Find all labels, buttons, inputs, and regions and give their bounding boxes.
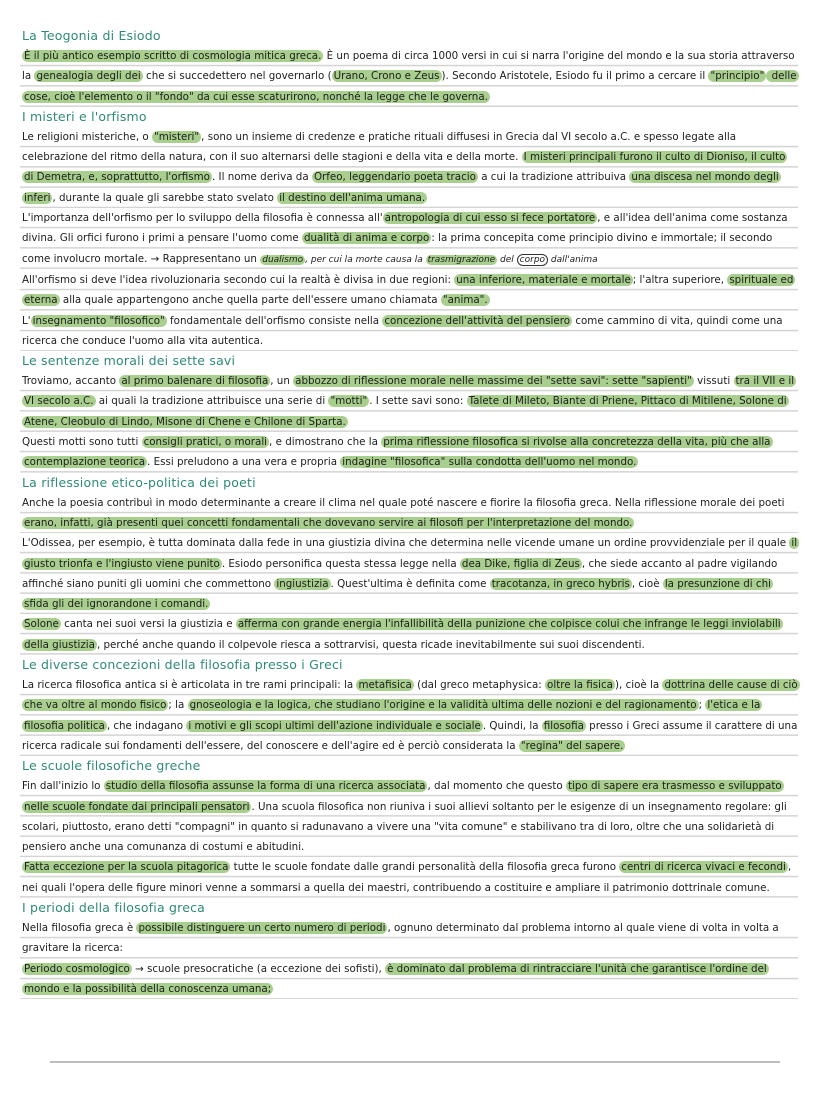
text-run: ). Secondo Aristotele, Esiodo fu il primo a cercare il	[441, 70, 709, 83]
highlighted-text: centri di ricerca vivaci e fecondi	[621, 861, 786, 874]
text-run: , ognuno determinato dal problema intorno al quale viene di volta in volta a gravitare la ricerca:	[22, 921, 779, 955]
text-run: , e all'idea dell'anima come sostanza divina. Gli orfici furono i primi a pensare l'uomo come	[22, 212, 788, 245]
highlighted-text: Periodo cosmologico	[24, 962, 130, 975]
section-heading: I misteri e l'orfismo	[22, 108, 147, 124]
highlighted-text: delle cose, cioè l'elemento o il "fondo" da cui esse scaturirono, nonché la legge che le governa.	[24, 70, 797, 103]
text-run: La ricerca filosofica antica si è articolata in tre rami principali: la	[22, 679, 357, 692]
highlighted-text: dualità di anima e corpo	[304, 232, 430, 245]
highlighted-text: l'etica e la filosofia politica	[24, 699, 761, 732]
paragraph	[20, 614, 798, 655]
highlighted-text: il giusto trionfa e l'ingiusto viene punito	[24, 537, 798, 570]
highlighted-text: al primo balenare di filosofia	[121, 375, 269, 388]
text-run: canta nei suoi versi la giustizia e	[60, 618, 236, 631]
highlighted-text: indagine "filosofica" sulla condotta dell'uomo nel mondo.	[342, 456, 637, 469]
text-run: , e dimostrano che la	[269, 436, 382, 449]
highlighted-text: prima riflessione filosofica si rivolse alla concretezza della vita, più che alla contemplazione teorica	[24, 436, 771, 469]
text-run: come cammino di vita, quindi come una ricerca che conduce l'uomo alla vita autentica.	[22, 314, 783, 347]
text-run: a cui la tradizione attribuiva	[477, 171, 630, 184]
highlighted-text: i motivi e gli scopi ultimi dell'azione individuale e sociale	[188, 719, 481, 732]
highlighted-text: dea Dike, figlia di Zeus	[461, 557, 580, 570]
paragraph	[20, 959, 798, 1000]
text-run: che si succedettero nel governarlo (	[142, 70, 332, 83]
highlighted-text: concezione dell'attività del pensiero	[384, 314, 571, 327]
footer-divider	[50, 1061, 780, 1063]
highlighted-text: dualismo	[262, 254, 304, 265]
highlighted-text: abbozzo di riflessione morale nelle massime dei "sette savi": sette "sapienti"	[295, 375, 692, 388]
paragraph	[20, 432, 798, 473]
highlighted-text: filosofia	[543, 719, 584, 732]
text-run: All'orfismo si deve l'idea rivoluzionaria secondo cui la realtà è divisa in due regioni:	[22, 273, 455, 286]
text-run: ; la	[168, 699, 188, 712]
text-run: L'	[22, 314, 31, 327]
highlighted-text: possibile distinguere un certo numero di periodi	[138, 921, 386, 934]
highlighted-text: una inferiore, materiale e mortale	[456, 273, 631, 286]
text-run: (dal greco metaphysica:	[413, 679, 546, 692]
highlighted-text: metafisica	[358, 679, 412, 692]
text-run: L'importanza dell'orfismo per lo sviluppo della filosofia è connessa all'	[22, 212, 383, 225]
paragraph	[20, 46, 798, 107]
text-run: → Rappresentano un	[150, 252, 261, 265]
highlighted-text: "misteri"	[153, 130, 200, 143]
text-run: Fin dall'inizio lo	[22, 780, 104, 793]
highlighted-text: ingiustizia	[276, 577, 329, 590]
text-run: , dal momento che questo	[427, 780, 567, 793]
text-run: . I sette savi sono:	[369, 395, 467, 408]
highlighted-text: "anima".	[442, 294, 488, 307]
text-run: . Quindi, la	[482, 719, 542, 732]
paragraph	[20, 127, 798, 208]
highlighted-text: I misteri principali furono il culto di Dioniso, il culto di Demetra, e, soprattutto, l'orfismo	[24, 151, 786, 184]
text-run: Le religioni misteriche, o	[22, 130, 152, 143]
text-run: Troviamo, accanto	[22, 375, 120, 388]
section-heading: Le scuole filosofiche greche	[22, 758, 201, 774]
highlighted-text: Urano, Crono e Zeus	[333, 70, 440, 83]
highlighted-text: antropologia di cui esso si fece portatore	[384, 212, 596, 225]
text-run: ai quali la tradizione attribuisce una serie di	[95, 395, 329, 408]
text-run: alla quale appartengono anche quella parte dell'essere umano chiamata	[59, 294, 441, 307]
highlighted-text: Solone	[24, 618, 59, 631]
text-run: corpo	[517, 254, 548, 266]
text-run: fondamentale dell'orfismo consiste nella	[166, 314, 383, 327]
paragraph	[20, 533, 798, 614]
highlighted-text: consigli pratici, o morali	[143, 436, 268, 449]
text-run: . Il nome deriva da	[211, 171, 312, 184]
text-run: Questi motti sono tutti	[22, 436, 142, 449]
text-run: del	[497, 254, 517, 265]
text-run: L'Odissea, per esempio, è tutta dominata dalla fede in una giustizia divina che determina nelle vicende umane un ordine provvidenziale per il quale	[22, 537, 790, 550]
paragraph	[20, 371, 798, 432]
paragraph	[20, 493, 798, 534]
paragraph	[20, 208, 798, 270]
paragraph	[20, 311, 798, 352]
highlighted-text: insegnamento "filosofico"	[32, 314, 165, 327]
highlighted-text: erano, infatti, già presenti quei concetti fondamentali che dovevano servire ai filosofi per l'interpretazione del mondo.	[24, 516, 633, 529]
text-run: ), cioè la	[615, 679, 663, 692]
text-run: , per cui la morte causa la	[305, 254, 426, 265]
text-run: → scuole presocratiche (a eccezione dei sofisti),	[131, 962, 386, 975]
highlighted-text: la presunzione di chi sfida gli dei ignorandone i comandi.	[24, 577, 771, 611]
section-heading: La riflessione etico-politica dei poeti	[22, 474, 256, 490]
highlighted-text: il destino dell'anima umana.	[279, 191, 426, 204]
text-run: ;	[698, 699, 706, 712]
text-run: dall'anima	[548, 254, 598, 265]
text-run: . Una scuola filosofica non riuniva i suoi allievi soltanto per le esigenze di un insegnamento regolare: gli scolari, piuttosto, erano detti "compagni" in quanto si radunavano a vivere una "vita comune" e stabilivano tra di loro, oltre che una solidarietà di pensiero anche una comunanza di costumi e abitudini.	[22, 800, 787, 854]
text-run: presso i Greci assume il carattere di una ricerca radicale sui fondamenti dell'essere, del conoscere e dell'agire ed è perciò considerata la	[22, 719, 798, 752]
highlighted-text: tracotanza, in greco hybris	[491, 577, 630, 590]
highlighted-text: è dominato dal problema di rintracciare l'unità che garantisce l'ordine del mondo e la possibilità della conoscenza umana;	[24, 962, 767, 995]
section-heading: Le sentenze morali dei sette savi	[22, 353, 236, 369]
text-run: ; l'altra superiore,	[632, 273, 728, 286]
text-run: Nella filosofia greca è	[22, 921, 137, 934]
section-heading: La Teogonia di Esiodo	[22, 28, 161, 43]
paragraph	[20, 857, 798, 898]
text-run: È un poema di circa 1000 versi in cui si narra l'origine del mondo e la sua storia attraverso la	[22, 50, 795, 83]
highlighted-text: genealogia degli dei	[36, 70, 141, 83]
highlighted-text: spirituale ed eterna	[24, 273, 794, 307]
highlighted-text: Orfeo, leggendario poeta tracio	[313, 171, 476, 184]
paragraph	[20, 918, 798, 959]
text-run: , perché anche quando il colpevole riesca a sottrarvisi, questa ricade inevitabilmente sui suoi discendenti.	[96, 638, 645, 651]
text-run: , sono un insieme di credenze e pratiche rituali diffusesi in Grecia dal VI secolo a.C. e spesso legate alla celebrazione del ritmo della natura, con il suo alternarsi delle stagioni e della vita e della morte.	[22, 130, 737, 164]
text-run: , cioè	[631, 577, 663, 590]
text-run: vissuti	[693, 375, 734, 388]
text-run: , che siede accanto al padre vigilando affinché siano puniti gli uomini che commettono	[22, 557, 778, 590]
paragraph	[20, 776, 798, 857]
highlighted-text: "motti"	[330, 395, 368, 408]
highlighted-text: gnoseologia e la logica, che studiano l'origine e la validità ultima delle nozioni e del ragionamento	[189, 699, 697, 712]
text-run: Anche la poesia contribuì in modo determinante a creare il clima nel quale poté nascere e fiorire la filosofia greca. Nella riflessione morale dei poeti	[22, 496, 785, 509]
text-run: . Esiodo personifica questa stessa legge nella	[221, 557, 460, 570]
highlighted-text: studio della filosofia assunse la forma di una ricerca associata	[105, 780, 426, 793]
section-heading: Le diverse concezioni della filosofia presso i Greci	[22, 657, 343, 673]
text-run: , un	[270, 375, 294, 388]
text-run: tutte le scuole fondate dalle grandi personalità della filosofia greca furono	[230, 861, 620, 874]
highlighted-text: afferma con grande energia l'infallibilità della punizione che colpisce colui che infrange le leggi inviolabili della giustizia	[24, 618, 781, 651]
paragraph	[20, 270, 798, 311]
highlighted-text: tipo di sapere era trasmesso e sviluppato nelle scuole fondate dai principali pensatori	[24, 780, 782, 813]
highlighted-text: dottrina delle cause di ciò che va oltre al mondo fisico	[24, 679, 798, 712]
text-run: , durante la quale gli sarebbe stato svelato	[52, 191, 278, 204]
highlighted-text: una discesa nel mondo degli inferi	[24, 171, 779, 204]
highlighted-text: tra il VII e il VI secolo a.C.	[24, 375, 795, 408]
highlighted-text: È il più antico esempio scritto di cosmologia mitica greca.	[24, 50, 322, 62]
highlighted-text: Talete di Mileto, Biante di Priene, Pittaco di Mitilene, Solone di Atene, Cleobulo di Lindo, Misone di Chene e Chilone di Sparta.	[24, 395, 787, 428]
section-heading: I periodi della filosofia greca	[22, 899, 206, 915]
highlighted-text: Fatta eccezione per la scuola pitagorica	[24, 861, 229, 874]
text-run: : la prima concepita come principio divino e immortale; il secondo come involucro mortale.	[22, 232, 773, 265]
text-run: , che indagano	[106, 719, 187, 732]
highlighted-text: "regina" del sapere.	[520, 739, 624, 752]
text-run: . Quest'ultima è definita come	[330, 577, 490, 590]
highlighted-text: oltre la fisica	[547, 679, 613, 692]
text-run: . Essi preludono a una vera e propria	[147, 456, 341, 469]
paragraph	[20, 675, 798, 756]
highlighted-text: trasmigrazione	[427, 254, 496, 265]
text-run: , nei quali l'opera delle figure minori venne a sommarsi a quella dei maestri, contribuendo a costituire e ampliare il patrimonio dottrinale comune.	[22, 861, 792, 894]
highlighted-text: "principio"	[710, 70, 765, 83]
